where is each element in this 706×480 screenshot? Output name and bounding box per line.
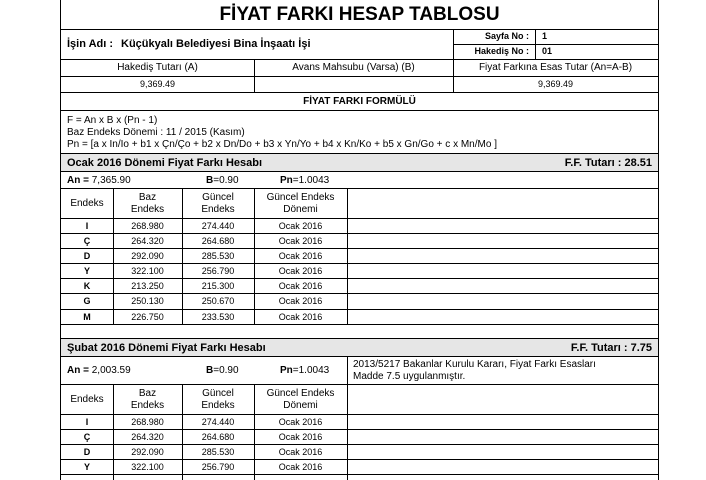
row-donem: Ocak 2016 bbox=[278, 432, 323, 442]
divider bbox=[61, 356, 658, 357]
an-value: 2,003.59 bbox=[91, 365, 131, 376]
row-code: K bbox=[83, 281, 91, 291]
divider bbox=[347, 356, 348, 480]
col-header-guncel: Güncel bbox=[202, 192, 234, 203]
row-donem: Ocak 2016 bbox=[278, 281, 323, 291]
col-header-guncel-donem-2: Dönemi bbox=[283, 204, 318, 215]
avans-mahsubu-label: Avans Mahsubu (Varsa) (B) bbox=[292, 62, 415, 73]
row-baz: 268.980 bbox=[131, 417, 164, 427]
divider bbox=[61, 324, 658, 325]
divider bbox=[61, 474, 658, 475]
row-guncel: 274.440 bbox=[201, 221, 235, 231]
row-code: G bbox=[83, 296, 91, 306]
divider bbox=[61, 76, 658, 77]
row-donem: Ocak 2016 bbox=[278, 251, 323, 261]
row-baz: 322.100 bbox=[131, 266, 164, 276]
pn-value: =1.0043 bbox=[292, 365, 330, 376]
row-code: D bbox=[83, 251, 91, 261]
row-donem: Ocak 2016 bbox=[278, 462, 323, 472]
formula-line-1: F = An x B x (Pn - 1) bbox=[67, 115, 158, 126]
col-header-guncel-2: Endeks bbox=[201, 400, 235, 411]
row-baz: 292.090 bbox=[131, 447, 164, 457]
divider bbox=[61, 248, 658, 249]
row-guncel: 274.440 bbox=[201, 417, 235, 427]
b-label: B bbox=[206, 365, 214, 376]
b-value: =0.90 bbox=[213, 365, 239, 376]
page-title: FİYAT FARKI HESAP TABLOSU bbox=[219, 4, 500, 25]
col-header-endeks: Endeks bbox=[70, 394, 104, 405]
esas-tutar-label: Fiyat Farkına Esas Tutar (An=A-B) bbox=[478, 62, 633, 73]
row-baz: 268.980 bbox=[131, 221, 164, 231]
row-code: I bbox=[85, 417, 89, 427]
row-donem: Ocak 2016 bbox=[278, 221, 323, 231]
divider bbox=[61, 188, 658, 189]
col-header-guncel-donem: Güncel Endeks bbox=[266, 192, 335, 203]
divider bbox=[61, 309, 658, 310]
row-baz: 264.320 bbox=[131, 432, 164, 442]
ff-tutari: F.F. Tutarı : 28.51 bbox=[564, 157, 652, 169]
row-guncel: 215.300 bbox=[201, 281, 235, 291]
pn-label: Pn bbox=[280, 175, 293, 186]
divider bbox=[61, 278, 658, 279]
row-guncel: 264.680 bbox=[201, 432, 235, 442]
col-header-guncel-donem-2: Dönemi bbox=[283, 400, 318, 411]
row-guncel: 256.790 bbox=[201, 266, 235, 276]
fiyat-farki-sheet bbox=[60, 0, 659, 480]
pn-value: =1.0043 bbox=[292, 175, 330, 186]
row-guncel: 256.790 bbox=[201, 462, 235, 472]
divider bbox=[61, 218, 658, 219]
col-header-endeks: Endeks bbox=[70, 198, 104, 209]
page-no-value: 1 bbox=[542, 31, 548, 41]
col-header-guncel: Güncel bbox=[202, 388, 234, 399]
row-baz: 264.320 bbox=[131, 236, 164, 246]
job-name: Küçükyalı Belediyesi Bina İnşaatı İşi bbox=[121, 38, 311, 50]
row-code: I bbox=[85, 221, 89, 231]
divider bbox=[61, 429, 658, 430]
row-code: Y bbox=[83, 266, 90, 276]
row-baz: 213.250 bbox=[131, 281, 164, 291]
divider bbox=[453, 44, 658, 45]
an-label: An = bbox=[67, 175, 92, 186]
row-guncel: 285.530 bbox=[201, 251, 235, 261]
col-header-baz-2: Endeks bbox=[130, 400, 165, 411]
b-label: B bbox=[206, 175, 214, 186]
divider bbox=[61, 444, 658, 445]
hakedis-tutari-value: 9,369.49 bbox=[139, 79, 176, 89]
period-title: Şubat 2016 Dönemi Fiyat Farkı Hesabı bbox=[67, 342, 266, 354]
hakedis-no-label: Hakediş No : bbox=[474, 46, 529, 56]
ff-tutari: F.F. Tutarı : 7.75 bbox=[570, 342, 652, 354]
hakedis-tutari-label: Hakediş Tutarı (A) bbox=[117, 62, 198, 73]
row-donem: Ocak 2016 bbox=[278, 312, 323, 322]
note-line-1: 2013/5217 Bakanlar Kurulu Kararı, Fiyat Farkı Esasları bbox=[353, 359, 596, 370]
row-guncel: 233.530 bbox=[201, 312, 235, 322]
row-code: Y bbox=[83, 462, 90, 472]
col-header-baz: Baz bbox=[138, 388, 157, 399]
row-guncel: 250.670 bbox=[201, 296, 235, 306]
divider bbox=[61, 110, 658, 111]
divider bbox=[61, 263, 658, 264]
note-line-2: Madde 7.5 uygulanmıştır. bbox=[353, 371, 466, 382]
row-donem: Ocak 2016 bbox=[278, 296, 323, 306]
divider bbox=[61, 459, 658, 460]
row-baz: 226.750 bbox=[131, 312, 164, 322]
row-donem: Ocak 2016 bbox=[278, 417, 323, 427]
divider bbox=[61, 233, 658, 234]
col-header-guncel-2: Endeks bbox=[201, 204, 235, 215]
formula-heading: FİYAT FARKI FORMÜLÜ bbox=[303, 96, 416, 107]
row-donem: Ocak 2016 bbox=[278, 266, 323, 276]
page-no-label: Sayfa No : bbox=[484, 31, 529, 41]
row-code: Ç bbox=[83, 432, 91, 442]
row-code: M bbox=[83, 312, 91, 322]
divider bbox=[347, 188, 348, 325]
row-donem: Ocak 2016 bbox=[278, 447, 323, 457]
row-baz: 322.100 bbox=[131, 462, 164, 472]
esas-tutar-value: 9,369.49 bbox=[537, 79, 574, 89]
row-donem: Ocak 2016 bbox=[278, 236, 323, 246]
hakedis-no-value: 01 bbox=[542, 46, 553, 56]
row-baz: 250.130 bbox=[131, 296, 164, 306]
row-guncel: 264.680 bbox=[201, 236, 235, 246]
divider bbox=[61, 293, 658, 294]
row-code: D bbox=[83, 447, 91, 457]
an-label: An = bbox=[67, 365, 92, 376]
period-title: Ocak 2016 Dönemi Fiyat Farkı Hesabı bbox=[67, 157, 263, 169]
row-baz: 292.090 bbox=[131, 251, 164, 261]
pn-label: Pn bbox=[280, 365, 293, 376]
divider bbox=[61, 414, 658, 415]
b-value: =0.90 bbox=[213, 175, 239, 186]
col-header-baz: Baz bbox=[138, 192, 157, 203]
divider bbox=[61, 384, 658, 385]
divider bbox=[61, 59, 658, 60]
job-label: İşin Adı : bbox=[67, 38, 114, 50]
formula-line-3: Pn = [a x In/Io + b1 x Çn/Ço + b2 x Dn/Do + b3 x Yn/Yo + b4 x Kn/Ko + b5 x Gn/Go + c x Mn/Mo ] bbox=[67, 139, 497, 150]
row-code: Ç bbox=[83, 236, 91, 246]
formula-line-2: Baz Endeks Dönemi : 11 / 2015 (Kasım) bbox=[67, 127, 245, 138]
divider bbox=[61, 171, 658, 172]
col-header-baz-2: Endeks bbox=[130, 204, 165, 215]
divider bbox=[61, 92, 658, 93]
an-value: 7,365.90 bbox=[91, 175, 131, 186]
row-guncel: 285.530 bbox=[201, 447, 235, 457]
col-header-guncel-donem: Güncel Endeks bbox=[266, 388, 335, 399]
divider bbox=[61, 29, 658, 30]
